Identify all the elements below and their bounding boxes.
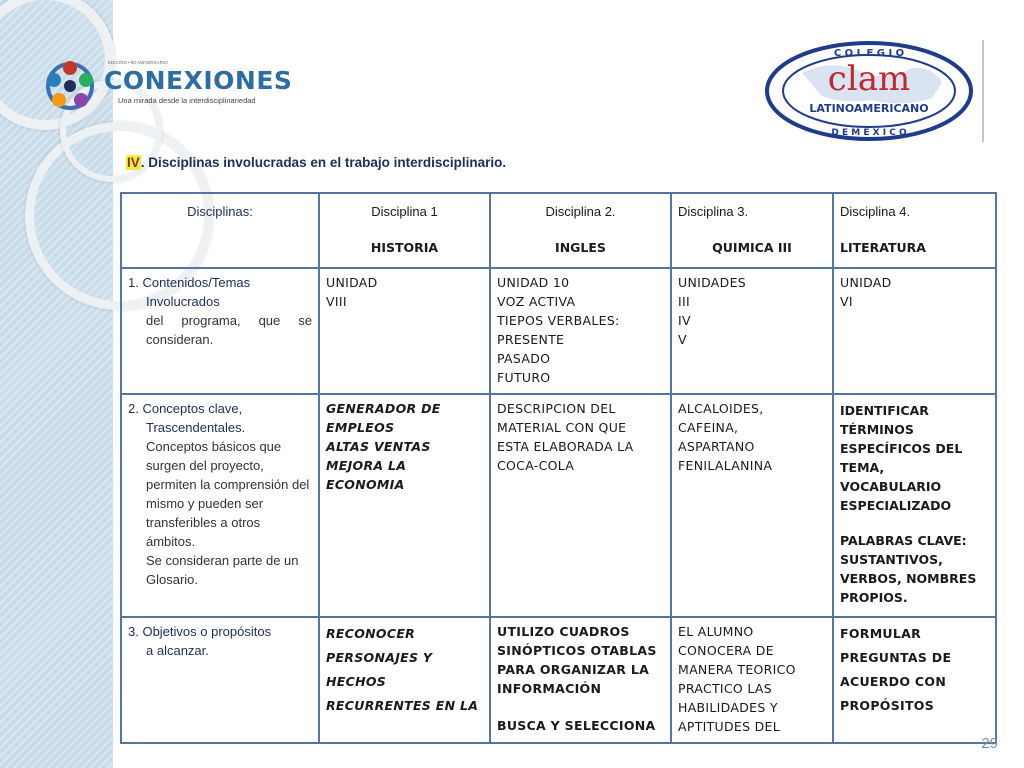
cell-line: COCA-COLA <box>497 458 575 473</box>
row-label: 1. Contenidos/Temas <box>128 275 251 290</box>
logo-tagline: Una mirada desde la interdisciplinariedad <box>118 96 256 105</box>
cell-line: ASPARTANO <box>678 439 755 454</box>
cell-line: ESTA ELABORADA LA <box>497 439 634 454</box>
discipline-name: Disciplina 3. <box>678 204 749 219</box>
header-cell <box>671 193 833 268</box>
cell-line: UTILIZO CUADROS <box>497 624 630 639</box>
cell-line: V <box>678 332 687 347</box>
discipline-name: Disciplina 1 <box>371 204 438 219</box>
table-cell <box>833 268 996 394</box>
disciplines-table <box>120 192 997 744</box>
cell-paragraph: PALABRAS CLAVE: SUSTANTIVOS, VERBOS, NOMBRES PROPIOS. <box>840 533 977 605</box>
table-cell <box>671 268 833 394</box>
cell-line: ACUERDO CON <box>840 674 947 689</box>
cell-line: FORMULAR <box>840 626 922 641</box>
table-row <box>121 268 996 394</box>
cell-line: ALCALOIDES, <box>678 401 764 416</box>
svg-text:D E M E X I C O: D E M E X I C O <box>831 128 907 138</box>
cell-line: VOZ ACTIVA <box>497 294 576 309</box>
cell-paragraph: IDENTIFICAR TÉRMINOS ESPECÍFICOS DEL TEMA, VOCABULARIO ESPECIALIZADO <box>840 403 963 513</box>
section-title: . Disciplinas involucradas en el trabajo interdisciplinario. <box>140 155 507 170</box>
table-cell <box>833 394 996 617</box>
row-label-cell <box>121 394 319 617</box>
cell-line: RECURRENTES EN LA <box>326 698 479 713</box>
row-label-sub: Involucrados <box>146 294 220 309</box>
cell-line: CONOCERA DE <box>678 643 774 658</box>
cell-line: PREGUNTAS DE <box>840 650 952 665</box>
table-cell <box>319 394 490 617</box>
cell-line: ECONOMIA <box>326 477 405 492</box>
cell-line: TIEPOS VERBALES: <box>497 313 620 328</box>
discipline-subject: LITERATURA <box>840 240 926 255</box>
header-label: Disciplinas: <box>187 204 253 219</box>
conexiones-logo-icon <box>42 58 98 114</box>
svg-text:C O L E G I O: C O L E G I O <box>833 48 905 59</box>
cell-line: UNIDAD <box>840 275 892 290</box>
table-cell <box>490 617 671 743</box>
table-cell <box>671 394 833 617</box>
header-label-cell <box>121 193 319 268</box>
cell-line: PARA ORGANIZAR LA <box>497 662 650 677</box>
svg-text:clam: clam <box>827 59 911 99</box>
cell-line: IV <box>678 313 691 328</box>
logo-brand: CONEXIONES <box>104 66 293 95</box>
discipline-subject: INGLES <box>555 240 606 255</box>
cell-line: RECONOCER <box>326 626 416 641</box>
cell-line: INFORMACIÓN <box>497 681 602 696</box>
discipline-subject: HISTORIA <box>370 240 439 255</box>
table-cell <box>833 617 996 743</box>
discipline-name: Disciplina 4. <box>840 204 911 219</box>
row-label: 3. Objetivos o propósitos <box>128 624 272 639</box>
cell-line: MANERA TEORICO <box>678 662 796 677</box>
header-cell <box>490 193 671 268</box>
colegio-logo <box>762 38 984 144</box>
cell-line: PERSONAJES Y <box>326 650 433 665</box>
section-heading <box>126 155 506 170</box>
cell-line: UNIDAD <box>326 275 378 290</box>
table-row <box>121 394 996 617</box>
cell-line: EL ALUMNO <box>678 624 754 639</box>
cell-line: UNIDAD 10 <box>497 275 570 290</box>
cell-line: MATERIAL CON QUE <box>497 420 627 435</box>
cell-line: EMPLEOS <box>326 420 395 435</box>
row-label-sub: a alcanzar. <box>146 643 209 658</box>
header-cell <box>833 193 996 268</box>
cell-line: MEJORA LA <box>326 458 407 473</box>
row-label-cell <box>121 617 319 743</box>
cell-line: APTITUDES DEL <box>678 719 781 734</box>
cell-line: FENILALANINA <box>678 458 773 473</box>
cell-line: VI <box>840 294 853 309</box>
cell-line: BUSCA Y SELECCIONA <box>497 718 656 733</box>
row-label-cell <box>121 268 319 394</box>
table-cell <box>319 268 490 394</box>
cell-line: HECHOS <box>326 674 387 689</box>
section-number: IV <box>127 155 140 170</box>
row-label-sub: Trascendentales. <box>146 420 246 435</box>
table-header-row <box>121 193 996 268</box>
cell-line: VIII <box>326 294 347 309</box>
svg-text:LATINOAMERICANO: LATINOAMERICANO <box>809 102 929 115</box>
page-number: 29 <box>981 735 998 752</box>
row-description: Se consideran parte de un Glosario. <box>146 553 299 587</box>
conexiones-logo <box>42 58 293 114</box>
table-cell <box>490 268 671 394</box>
table-cell <box>671 617 833 743</box>
cell-line: PRACTICO LAS <box>678 681 772 696</box>
discipline-subject: QUIMICA III <box>712 240 792 255</box>
cell-line: HABILIDADES Y <box>678 700 778 715</box>
row-label: 2. Conceptos clave, <box>128 401 243 416</box>
cell-line: SINÓPTICOS OTABLAS <box>497 643 657 658</box>
cell-line: DESCRIPCION DEL <box>497 401 616 416</box>
cell-line: PASADO <box>497 351 551 366</box>
cell-line: CAFEINA, <box>678 420 739 435</box>
cell-line: ALTAS VENTAS <box>326 439 431 454</box>
logo-small-text: EDICIÓN • 50 ANIVERSARIO <box>108 60 168 65</box>
cell-line: GENERADOR DE <box>326 401 441 416</box>
cell-line: III <box>678 294 690 309</box>
row-description: del programa, que se consideran. <box>146 313 312 347</box>
table-cell <box>319 617 490 743</box>
row-description: Conceptos básicos que surgen del proyecto, permiten la comprensión del mismo y pueden ser transferibles a otros ámbitos. <box>146 439 310 549</box>
header-cell <box>319 193 490 268</box>
cell-line: PRESENTE <box>497 332 565 347</box>
cell-line: PROPÓSITOS <box>840 698 935 713</box>
discipline-name: Disciplina 2. <box>545 204 616 219</box>
table-cell <box>490 394 671 617</box>
cell-line: UNIDADES <box>678 275 747 290</box>
cell-line: FUTURO <box>497 370 551 385</box>
table-row <box>121 617 996 743</box>
